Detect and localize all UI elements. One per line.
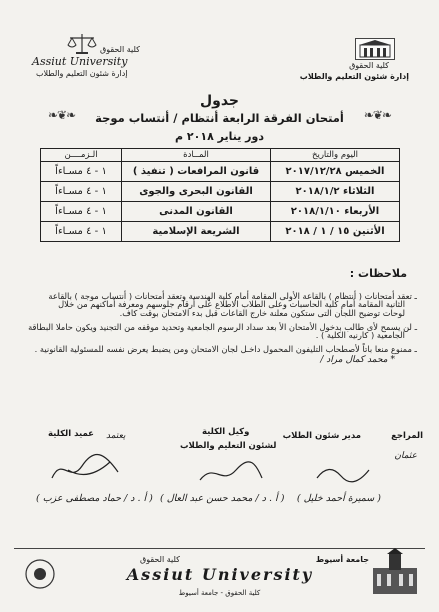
table-row bbox=[41, 162, 400, 182]
handwritten-note: * محمد كمال مراد / bbox=[320, 354, 395, 365]
students-director-name: ( سميرة أحمد خليل ) bbox=[296, 493, 381, 504]
exam-subtitle: أمتحان الفرقة الرابعة أنتظام / أنتساب موجة bbox=[95, 111, 344, 125]
note-line: الثانية المقامة أمام كلية الحاسبات وعلى الطلاب الاطلاع على أرقام جلوسهم ومعرفة أماكنهم من خلال bbox=[58, 299, 405, 310]
exam-session: دور يناير ٢٠١٨ م bbox=[175, 130, 264, 143]
reviewer-signature-icon: عثمان bbox=[394, 451, 417, 461]
schedule-header-row bbox=[41, 149, 400, 162]
footer-address: كلية الحقوق - جامعة أسيوط bbox=[178, 589, 261, 597]
note-line: ـ ممنوع منعا باتاً لأصطحاب التليفون المحمول داخـل لجان الامتحان ومن يضبط يعرض نفسه للمسئولية القانونية . bbox=[34, 344, 417, 355]
time-cell: ١ - ٤ مسـاءاً bbox=[41, 222, 122, 242]
signature-vice-dean-label: وكيل الكلية bbox=[202, 427, 250, 437]
time-cell: ١ - ٤ مسـاءاً bbox=[41, 202, 122, 222]
subject-cell: قانون المرافعات ( تنفيذ ) bbox=[122, 162, 271, 182]
footer-faculty: كلية الحقوق bbox=[140, 555, 180, 564]
signature-dean-label: عميد الكلية bbox=[48, 429, 94, 439]
note-line: ـ تعقد أمتحانات ( أنتظام ) بالقاعة الأولى المقامة أمام كلية الهندسة وتعقد أمتحانات ( أنتساب موجة ) بالقاعة bbox=[48, 291, 417, 301]
note-line: ـ لن يسمح لأى طالب بدخول الأمتحان الأ بعد سداد الرسوم الجامعية وتحديد موقفه من التجنيد ويكون حاملا البطاقة bbox=[28, 321, 417, 332]
subject-cell: القانون المدنى bbox=[122, 202, 271, 222]
vice-dean-name: ( أ . د / محمد حسن عبد العال ) bbox=[160, 493, 285, 504]
day-cell: الأربعاء ٢٠١٨/١/١٠ bbox=[271, 202, 400, 222]
dean-approval-note: يعتمد bbox=[106, 431, 126, 441]
notes-body bbox=[21, 292, 417, 365]
university-building-icon bbox=[367, 548, 423, 598]
schedule-table bbox=[40, 148, 400, 242]
notes-heading: ملاحظات : bbox=[349, 267, 407, 280]
footer-emblem-icon bbox=[20, 556, 60, 592]
signature-reviewer-label: المراجع bbox=[391, 431, 423, 441]
day-cell: الخميس ٢٠١٧/١٢/٢٨ bbox=[271, 162, 400, 182]
building-icon bbox=[355, 38, 395, 60]
note-line: لوحات توضيح اللجان التى ستكون معلنة خارج القاعات قبل بدء الامتحان بوقت كاف. bbox=[119, 307, 405, 318]
note-line: الجامعية ( كارنيه الكلية ) . bbox=[315, 330, 405, 341]
time-cell: ١ - ٤ مسـاءاً bbox=[41, 162, 122, 182]
footer-brand: Assiut University bbox=[126, 565, 314, 584]
header-right-line1: كلية الحقوق bbox=[349, 61, 389, 70]
subject-cell: القانون البحرى والجوى bbox=[122, 182, 271, 202]
header-right-line2: إدارة شئون التعليم والطلاب bbox=[299, 72, 409, 81]
subject-cell: الشريعة الإسلامية bbox=[122, 222, 271, 242]
dean-name: ( أ . د / حماد مصطفى عزب ) bbox=[36, 493, 153, 504]
vice-dean-signature-icon bbox=[196, 458, 266, 488]
column-header-day: اليوم والتاريخ bbox=[271, 149, 400, 162]
header-left-line3: إدارة شئون التعليم والطلاب bbox=[36, 69, 128, 78]
students-director-signature-icon bbox=[313, 458, 373, 486]
header-left-brand: Assiut University bbox=[32, 55, 128, 68]
column-header-time: الـزمــــن bbox=[41, 149, 122, 162]
day-cell: الأثنين ١٥ / ١ / ٢٠١٨ bbox=[271, 222, 400, 242]
signature-students-director-label: مدير شئون الطلاب bbox=[282, 431, 361, 441]
table-row bbox=[41, 182, 400, 202]
day-cell: الثلاثاء ٢٠١٨/١/٢ bbox=[271, 182, 400, 202]
dean-signature-icon bbox=[48, 448, 128, 488]
footer-university-ar: جامعة أسيوط bbox=[315, 555, 369, 564]
time-cell: ١ - ٤ مسـاءاً bbox=[41, 182, 122, 202]
signature-vice-dean-title: لشئون التعليم والطلاب bbox=[180, 441, 277, 451]
header-left-line1: كلية الحقوق bbox=[100, 45, 140, 54]
page-title: جدول bbox=[199, 93, 240, 109]
ornament-left-icon: ❧❦❧ bbox=[48, 108, 76, 122]
column-header-subject: المــادة bbox=[122, 149, 271, 162]
table-row bbox=[41, 222, 400, 242]
scales-of-justice-icon bbox=[66, 32, 98, 56]
ornament-right-icon: ❧❦❧ bbox=[363, 108, 391, 122]
table-row bbox=[41, 202, 400, 222]
footer-divider bbox=[14, 548, 425, 549]
